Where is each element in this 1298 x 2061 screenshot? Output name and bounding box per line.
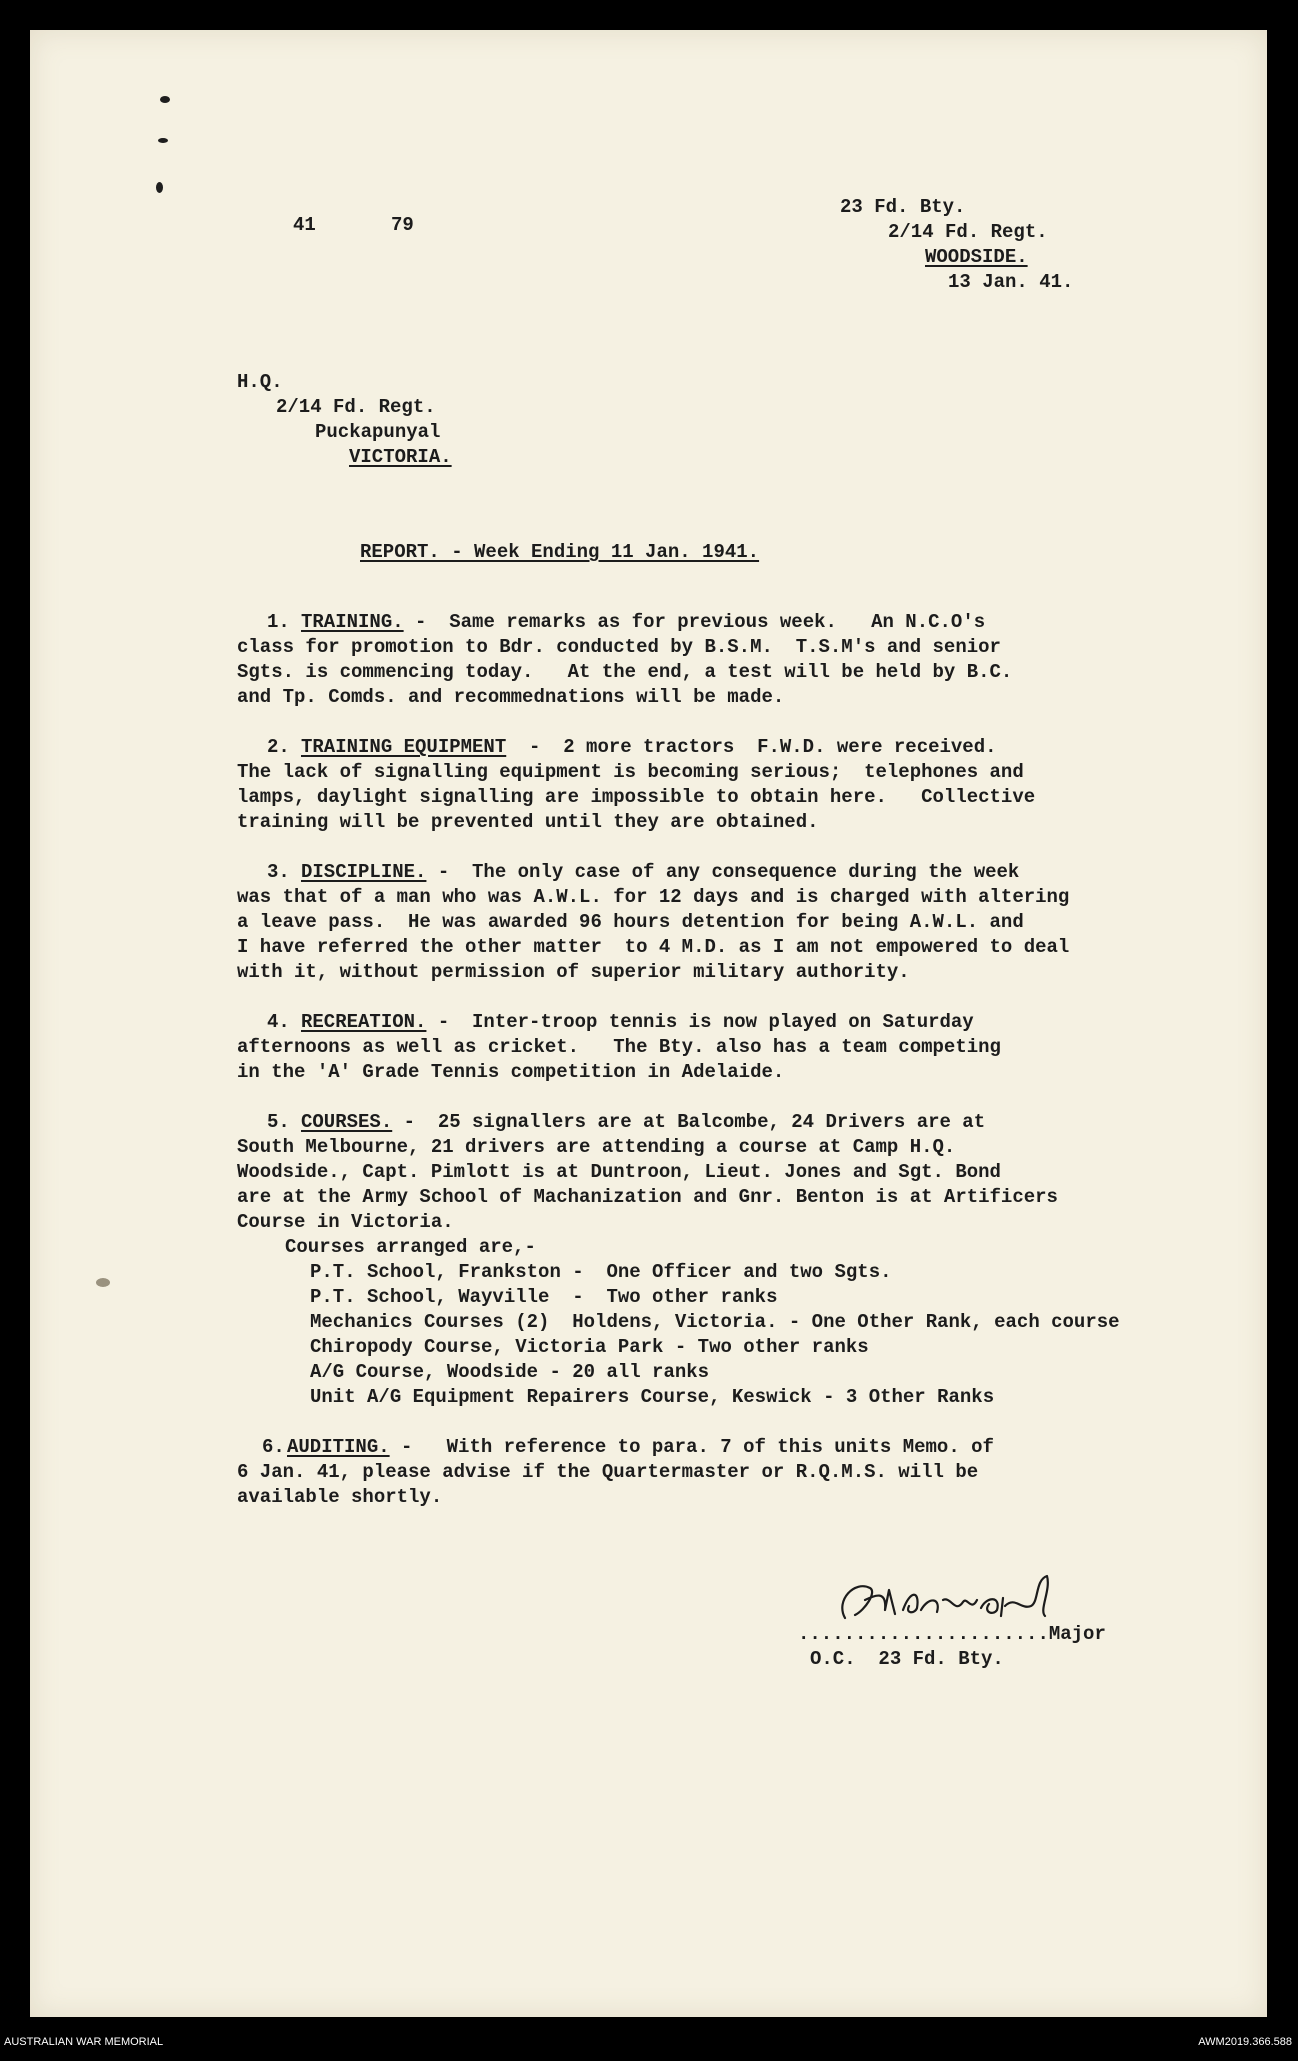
footer-credit: AUSTRALIAN WAR MEMORIAL [4, 2036, 164, 2048]
paragraph-line: - 25 signallers are at Balcombe, 24 Drivers are at [392, 1111, 986, 1133]
paragraph-line: afternoons as well as cricket. The Bty. also has a team competing [237, 1036, 1001, 1058]
list-item: A/G Course, Woodside - 20 all ranks [310, 1361, 710, 1383]
list-item: Unit A/G Equipment Repairers Course, Keswick - 3 Other Ranks [310, 1386, 995, 1408]
paragraph-heading: AUDITING. [287, 1436, 390, 1458]
paragraph-line: training will be prevented until they are obtained. [237, 811, 819, 833]
paragraph-line: class for promotion to Bdr. conducted by B.S.M. T.S.M's and senior [237, 636, 1001, 658]
paragraph-line: lamps, daylight signalling are impossible to obtain here. Collective [237, 786, 1036, 808]
paragraph-line: with it, without permission of superior military authority. [237, 961, 910, 983]
list-item: Chiropody Course, Victoria Park - Two other ranks [310, 1336, 869, 1358]
recipient-line: H.Q. [237, 371, 283, 393]
paragraph-line: - With reference to para. 7 of this units Memo. of [389, 1436, 994, 1458]
paragraph-line: available shortly. [237, 1486, 443, 1508]
list-item: P.T. School, Frankston - One Officer and two Sgts. [310, 1261, 892, 1283]
list-item: P.T. School, Wayville - Two other ranks [310, 1286, 778, 1308]
report-paragraph [237, 1010, 1277, 1085]
paragraph-line: - The only case of any consequence during the week [426, 861, 1020, 883]
report-paragraph [237, 1110, 1277, 1235]
document-page [30, 30, 1267, 2017]
recipient-line: VICTORIA. [349, 446, 452, 468]
paragraph-number: 1. [267, 611, 290, 633]
paragraph-heading: TRAINING EQUIPMENT [301, 736, 507, 758]
sender-regiment: 2/14 Fd. Regt. [888, 221, 1048, 243]
paragraph-line: Woodside., Capt. Pimlott is at Duntroon, Lieut. Jones and Sgt. Bond [237, 1161, 1001, 1183]
paragraph-line: - 2 more tractors F.W.D. were received. [506, 736, 997, 758]
paragraph-number: 3. [267, 861, 290, 883]
report-paragraph [237, 1435, 1277, 1510]
paragraph-number: 6. [262, 1436, 285, 1458]
paragraph-line: The lack of signalling equipment is becoming serious; telephones and [237, 761, 1024, 783]
paragraph-line: a leave pass. He was awarded 96 hours detention for being A.W.L. and [237, 911, 1024, 933]
sender-date: 13 Jan. 41. [948, 271, 1074, 293]
sender-location: WOODSIDE. [925, 246, 1028, 268]
ref-number: 79 [391, 214, 414, 236]
punch-mark [160, 96, 170, 103]
paragraph-line: I have referred the other matter to 4 M.D. as I am not empowered to deal [237, 936, 1070, 958]
paragraph-line: 6 Jan. 41, please advise if the Quartermaster or R.Q.M.S. will be [237, 1461, 979, 1483]
punch-mark [156, 182, 163, 193]
paragraph-line: are at the Army School of Machanization and Gnr. Benton is at Artificers [237, 1186, 1058, 1208]
paragraph-line: Course in Victoria. [237, 1211, 454, 1233]
recipient-line: 2/14 Fd. Regt. [276, 396, 436, 418]
paragraph-heading: RECREATION. [301, 1011, 427, 1033]
paragraph-heading: DISCIPLINE. [301, 861, 427, 883]
list-item: Mechanics Courses (2) Holdens, Victoria. - One Other Rank, each course [310, 1311, 1120, 1333]
report-paragraph [237, 610, 1277, 710]
signatory-title: O.C. 23 Fd. Bty. [810, 1648, 1004, 1670]
sender-unit: 23 Fd. Bty. [840, 196, 966, 218]
paragraph-line: in the 'A' Grade Tennis competition in Adelaide. [237, 1061, 785, 1083]
courses-list [310, 1260, 1120, 1410]
courses-intro: Courses arranged are,- [285, 1236, 536, 1258]
ref-number: 41 [293, 214, 316, 236]
paragraph-line: - Inter-troop tennis is now played on Saturday [426, 1011, 974, 1033]
report-paragraph [237, 735, 1277, 835]
paragraph-heading: TRAINING. [301, 611, 404, 633]
paragraph-line: Sgts. is commencing today. At the end, a test will be held by B.C. [237, 661, 1013, 683]
paragraph-number: 4. [267, 1011, 290, 1033]
report-subject: REPORT. - Week Ending 11 Jan. 1941. [360, 541, 760, 563]
report-paragraph [237, 860, 1277, 985]
footer-accession-number: AWM2019.366.588 [1198, 2036, 1292, 2048]
paragraph-number: 2. [267, 736, 290, 758]
punch-mark [96, 1278, 110, 1287]
paragraph-line: was that of a man who was A.W.L. for 12 days and is charged with altering [237, 886, 1070, 908]
paragraph-line: South Melbourne, 21 drivers are attending a course at Camp H.Q. [237, 1136, 956, 1158]
punch-mark [158, 138, 168, 143]
paragraph-number: 5. [267, 1111, 290, 1133]
paragraph-heading: COURSES. [301, 1111, 393, 1133]
recipient-line: Puckapunyal [315, 421, 441, 443]
signature-line: ......................Major [798, 1623, 1106, 1645]
paragraph-line: - Same remarks as for previous week. An N.C.O's [403, 611, 986, 633]
paragraph-line: and Tp. Comds. and recommednations will be made. [237, 686, 785, 708]
